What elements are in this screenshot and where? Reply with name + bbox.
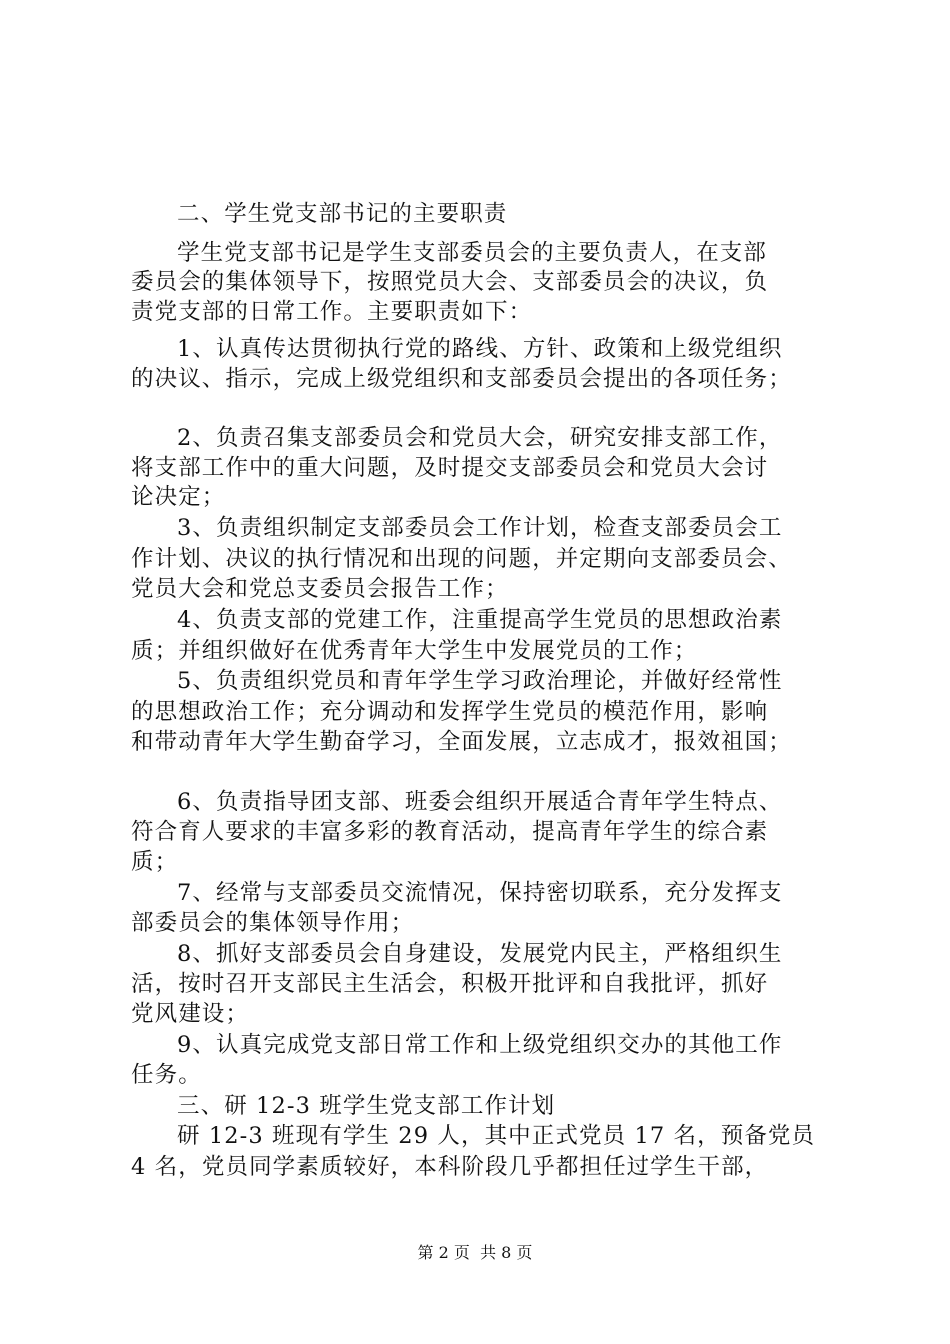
list-item-4-line: 质；并组织做好在优秀青年大学生中发展党员的工作； bbox=[131, 638, 698, 664]
list-item-8-line: 党风建设； bbox=[131, 1001, 250, 1027]
list-item-1-line: 的决议、指示，完成上级党组织和支部委员会提出的各项任务； bbox=[131, 366, 792, 392]
paragraph-line: 4 名，党员同学素质较好，本科阶段几乎都担任过学生干部， bbox=[131, 1154, 769, 1180]
list-item-7-line: 部委员会的集体领导作用； bbox=[131, 910, 415, 936]
list-item-6-line: 6、负责指导团支部、班委会组织开展适合青年学生特点、 bbox=[177, 789, 783, 815]
list-item-3-line: 作计划、决议的执行情况和出现的问题，并定期向支部委员会、 bbox=[131, 546, 792, 572]
paragraph-line: 研 12-3 班现有学生 29 人，其中正式党员 17 名，预备党员 bbox=[177, 1123, 816, 1149]
list-item-2-line: 2、负责召集支部委员会和党员大会，研究安排支部工作， bbox=[177, 425, 783, 451]
list-item-9-line: 9、认真完成党支部日常工作和上级党组织交办的其他工作 bbox=[177, 1032, 783, 1058]
list-item-5-line: 和带动青年大学生勤奋学习，全面发展，立志成才，报效祖国； bbox=[131, 729, 792, 755]
list-item-7-line: 7、经常与支部委员交流情况，保持密切联系，充分发挥支 bbox=[177, 880, 783, 906]
list-item-1-line: 1、认真传达贯彻执行党的路线、方针、政策和上级党组织 bbox=[177, 336, 783, 362]
list-item-2-line: 将支部工作中的重大问题，及时提交支部委员会和党员大会讨 bbox=[131, 455, 769, 481]
paragraph-line: 责党支部的日常工作。主要职责如下： bbox=[131, 299, 533, 325]
paragraph-line: 学生党支部书记是学生支部委员会的主要负责人，在支部 bbox=[177, 240, 768, 266]
list-item-3-line: 3、负责组织制定支部委员会工作计划，检查支部委员会工 bbox=[177, 515, 783, 541]
paragraph-line: 委员会的集体领导下，按照党员大会、支部委员会的决议，负 bbox=[131, 269, 769, 295]
list-item-6-line: 质； bbox=[131, 849, 179, 875]
list-item-4-line: 4、负责支部的党建工作，注重提高学生党员的思想政治素 bbox=[177, 607, 783, 633]
list-item-9-line: 任务。 bbox=[131, 1062, 202, 1088]
list-item-8-line: 活，按时召开支部民主生活会，积极开批评和自我批评，抓好 bbox=[131, 971, 769, 997]
page-footer: 第 2 页 共 8 页 bbox=[417, 1243, 533, 1262]
list-item-5-line: 的思想政治工作；充分调动和发挥学生党员的模范作用，影响 bbox=[131, 699, 769, 725]
section-heading-3: 三、研 12-3 班学生党支部工作计划 bbox=[177, 1093, 556, 1119]
list-item-3-line: 党员大会和党总支委员会报告工作； bbox=[131, 576, 509, 602]
list-item-5-line: 5、负责组织党员和青年学生学习政治理论，并做好经常性 bbox=[177, 668, 783, 694]
list-item-8-line: 8、抓好支部委员会自身建设，发展党内民主，严格组织生 bbox=[177, 941, 783, 967]
section-heading-2: 二、学生党支部书记的主要职责 bbox=[177, 201, 508, 227]
list-item-6-line: 符合育人要求的丰富多彩的教育活动，提高青年学生的综合素 bbox=[131, 819, 769, 845]
list-item-2-line: 论决定； bbox=[131, 484, 226, 510]
